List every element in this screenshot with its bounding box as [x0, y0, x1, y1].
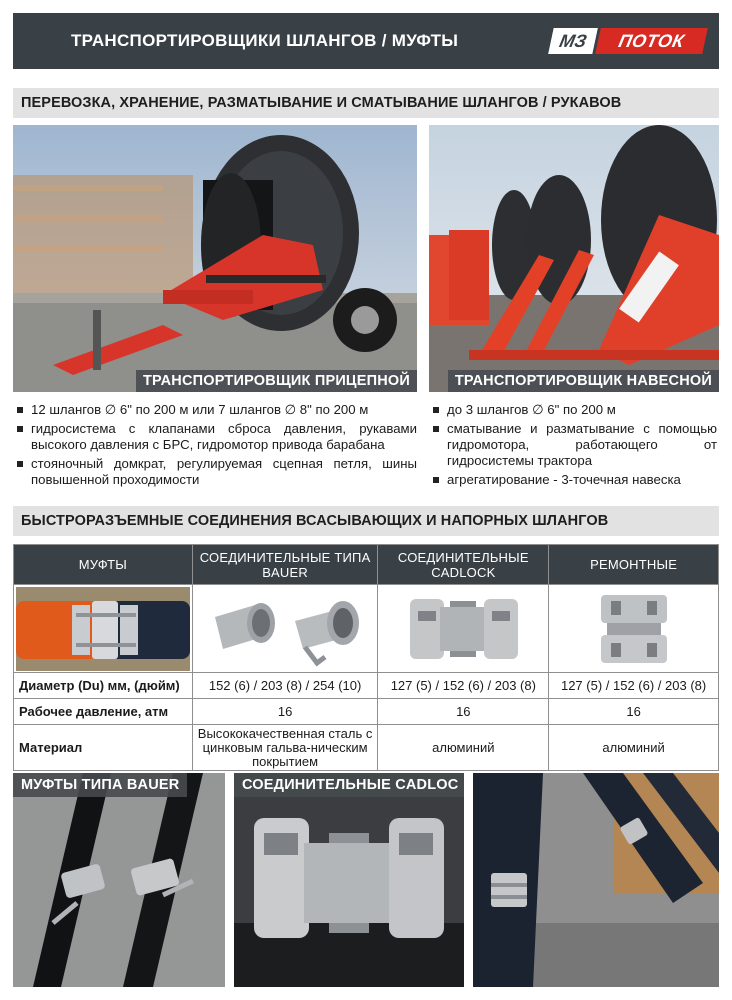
- list-item: до 3 шлангов ∅ 6" по 200 м: [431, 402, 717, 418]
- table-row: [14, 699, 719, 725]
- table-cell: алюминий: [378, 725, 549, 771]
- table-image-row: [14, 585, 719, 673]
- trailer-photo: [13, 125, 417, 392]
- section-heading-couplings: [13, 506, 719, 536]
- trailer-caption: ТРАНСПОРТИРОВЩИК ПРИЦЕПНОЙ: [136, 370, 417, 392]
- repair-coupling-photo: [473, 773, 719, 987]
- trailer-features-list: [15, 402, 417, 491]
- row-label: Рабочее давление, атм: [14, 699, 193, 725]
- table-cell: 16: [378, 699, 549, 725]
- mounted-photo: [429, 125, 719, 392]
- table-cell: 127 (5) / 152 (6) / 203 (8): [549, 673, 719, 699]
- mounted-caption: ТРАНСПОРТИРОВЩИК НАВЕСНОЙ: [448, 370, 719, 392]
- coupling-spec-table: [13, 544, 719, 771]
- list-item: гидросистема с клапанами сброса давления, рукавами высокого давления с БРС, гидромотор привода барабана: [15, 421, 417, 453]
- table-header-cell: МУФТЫ: [14, 545, 193, 585]
- logo-mz: МЗ: [548, 28, 598, 54]
- row-label: Материал: [14, 725, 193, 771]
- table-header-cell: СОЕДИНИТЕЛЬНЫЕ CADLOCK: [378, 545, 549, 585]
- table-row: [14, 725, 719, 771]
- table-cell: алюминий: [549, 725, 719, 771]
- brand-logo: [551, 28, 705, 54]
- table-cell: Высококачественная сталь с цинковым гальва-ническим покрытием: [192, 725, 378, 771]
- cadloc-photo-caption: СОЕДИНИТЕЛЬНЫЕ CADLOC: [234, 773, 464, 797]
- list-item: стояночный домкрат, регулируемая сцепная петля, шины повышенной проходимости: [15, 456, 417, 488]
- cadloc-coupling-photo: [234, 773, 464, 987]
- bauer-coupling-image: [192, 585, 378, 673]
- logo-potok: ПОТОК: [595, 28, 708, 54]
- row-label: Диаметр (Du) мм, (дюйм): [14, 673, 193, 699]
- table-cell: 127 (5) / 152 (6) / 203 (8): [378, 673, 549, 699]
- list-item: агрегатирование - 3-точечная навеска: [431, 472, 717, 488]
- mounted-features-list: [431, 402, 717, 491]
- list-item: 12 шлангов ∅ 6" по 200 м или 7 шлангов ∅ 8" по 200 м: [15, 402, 417, 418]
- table-header-cell: СОЕДИНИТЕЛЬНЫЕ ТИПА BAUER: [192, 545, 378, 585]
- section-heading-couplings-text: БЫСТРОРАЗЪЕМНЫЕ СОЕДИНЕНИЯ ВСАСЫВАЮЩИХ И НАПОРНЫХ ШЛАНГОВ: [21, 513, 609, 529]
- bauer-photo-caption: МУФТЫ ТИПА BAUER: [13, 773, 187, 797]
- table-row: [14, 673, 719, 699]
- repair-coupling-image: [549, 585, 719, 673]
- table-header-row: [14, 545, 719, 585]
- table-header-cell: РЕМОНТНЫЕ: [549, 545, 719, 585]
- page-title: ТРАНСПОРТИРОВЩИКИ ШЛАНГОВ / МУФТЫ: [71, 31, 459, 50]
- hose-coupling-image: [14, 585, 193, 673]
- table-cell: 16: [549, 699, 719, 725]
- list-item: сматывание и разматывание с помощью гидромотора, работающего от гидросистемы трактора: [431, 421, 717, 469]
- page-header: [13, 13, 719, 69]
- section-heading-transport-text: ПЕРЕВОЗКА, ХРАНЕНИЕ, РАЗМАТЫВАНИЕ И СМАТЫВАНИЕ ШЛАНГОВ / РУКАВОВ: [21, 95, 622, 111]
- bauer-coupling-photo: [13, 773, 225, 987]
- cadlock-coupling-image: [378, 585, 549, 673]
- table-cell: 152 (6) / 203 (8) / 254 (10): [192, 673, 378, 699]
- section-heading-transport: [13, 88, 719, 118]
- table-cell: 16: [192, 699, 378, 725]
